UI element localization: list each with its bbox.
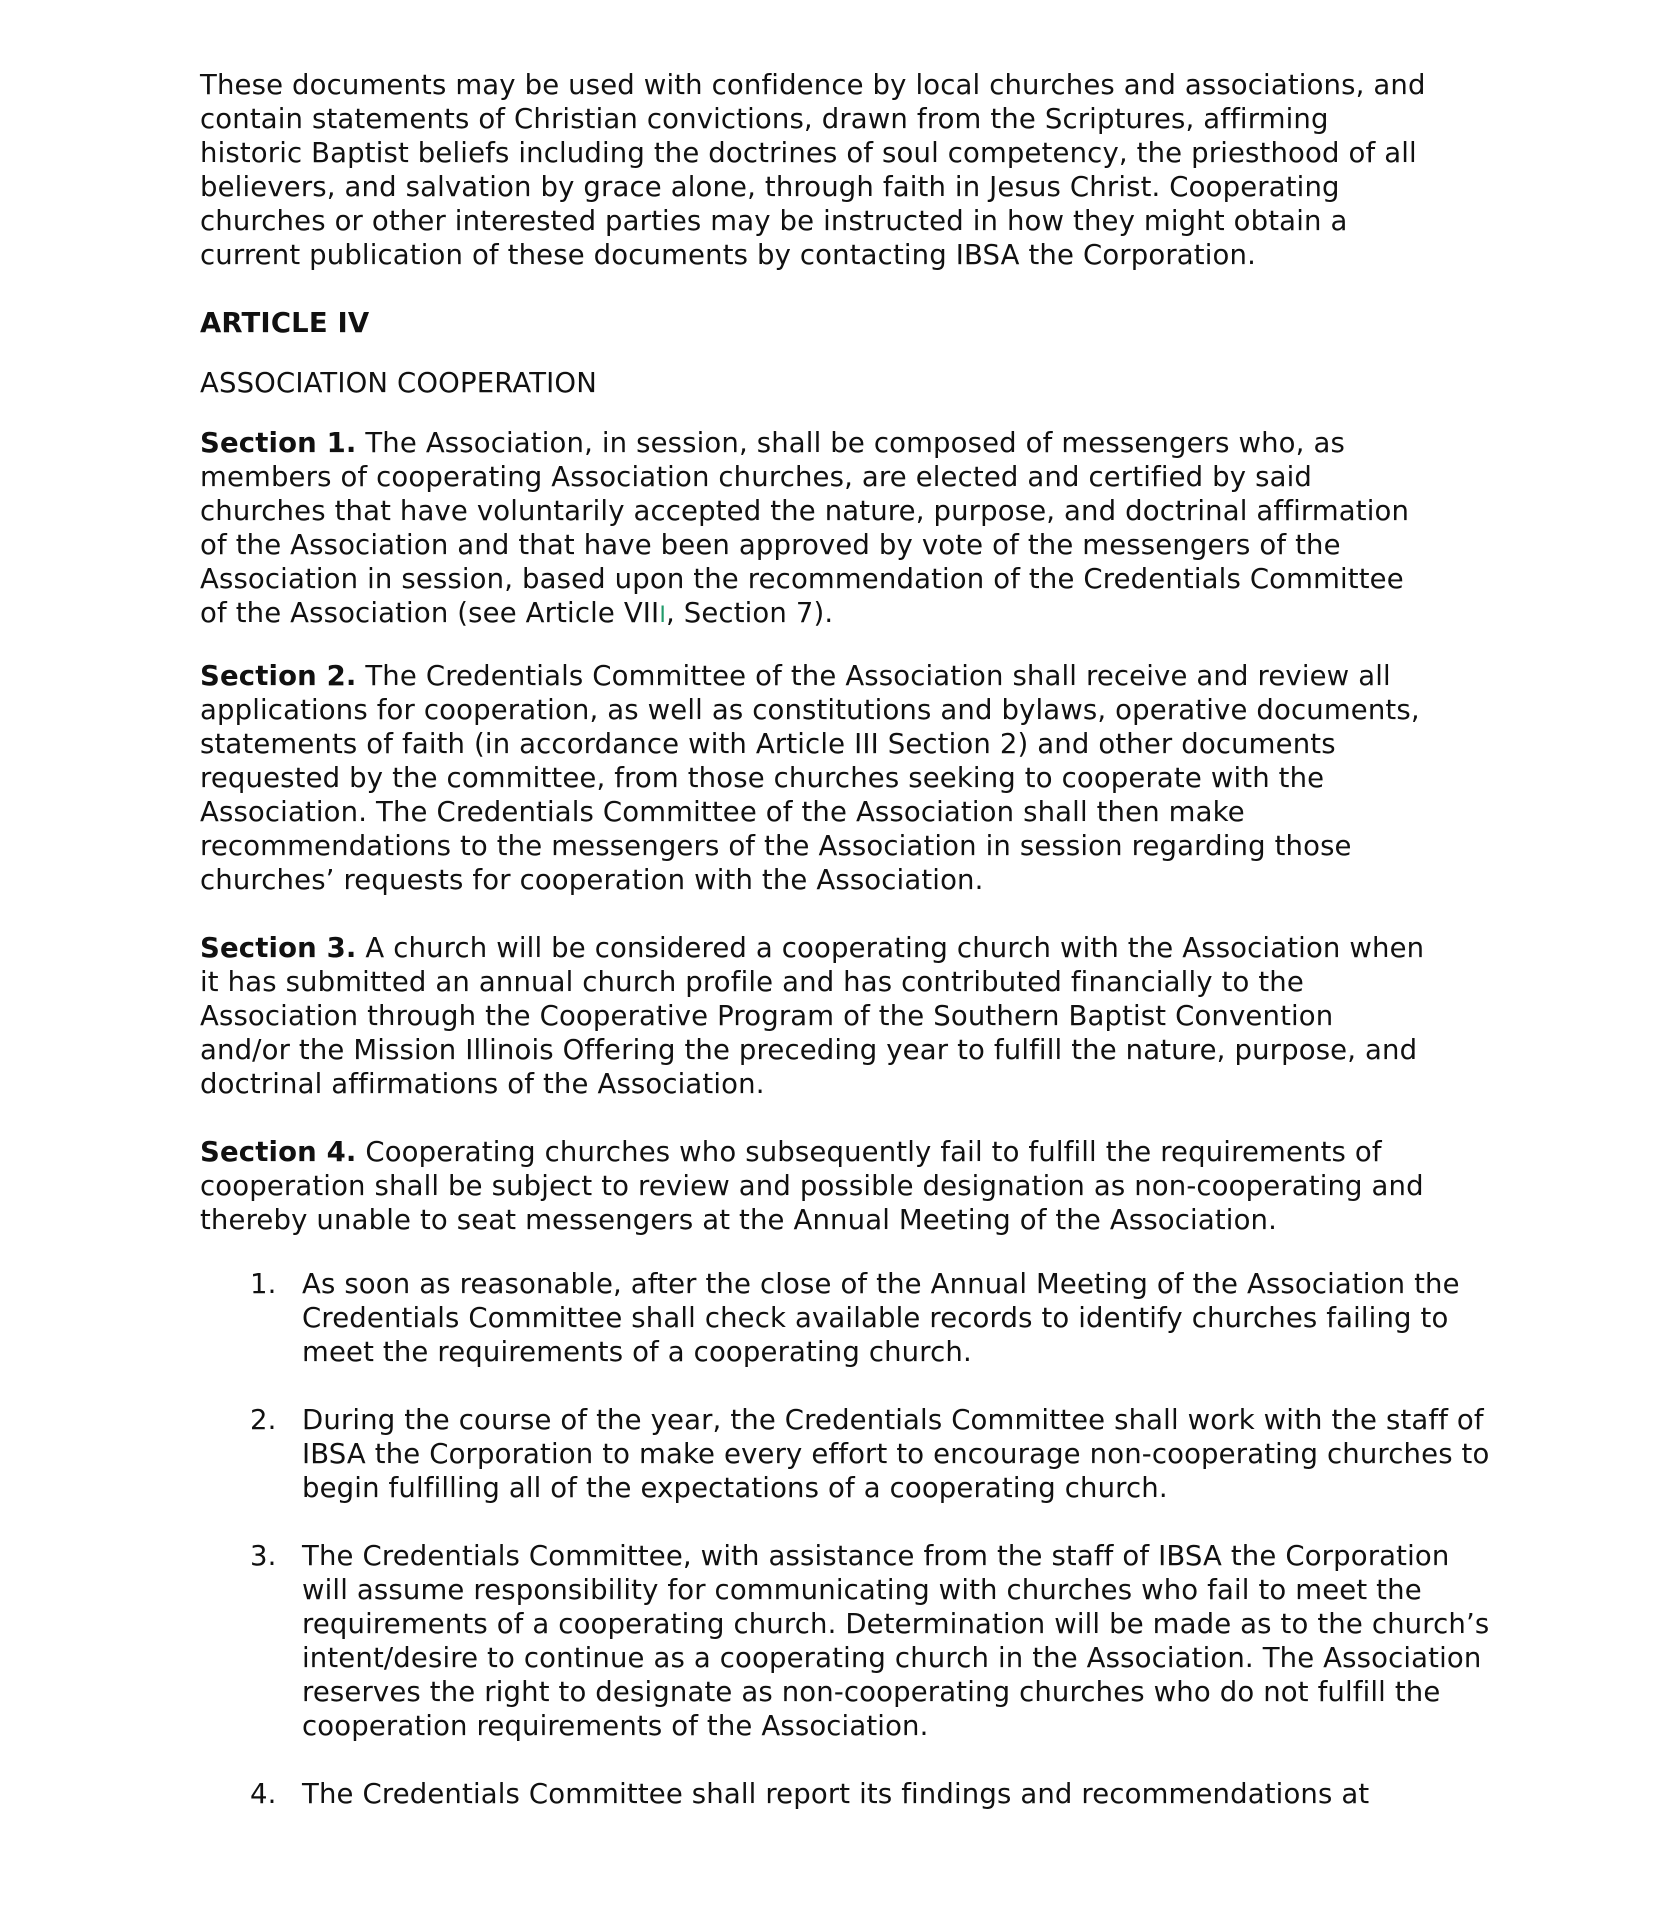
list-item [200,1403,1500,1505]
list-item-number: 2. [250,1404,277,1436]
article-title: ASSOCIATION COOPERATION [200,367,597,399]
section-2-label: Section 2. [200,660,357,692]
list-item-text: The Credentials Committee shall report its findings and recommendations at [302,1778,1370,1810]
list-item-text: The Credentials Committee, with assistance from the staff of IBSA the Corporation will assume responsibility for communicating with churches who fail to meet the requirements of a cooperating church. Determination will be made as to the church’s intent/desire to continue as a cooperating church in the Association. The Association reserves the right to designate as non-cooperating churches who do not fulfill the cooperation requirements of the Association. [302,1540,1490,1742]
section-4-text: Cooperating churches who subsequently fail to fulfill the requirements of cooperation shall be subject to review and possible designation as non-cooperating and thereby unable to seat messengers at the Annual Meeting of the Association. [200,1136,1424,1236]
list-item-text: During the course of the year, the Credentials Committee shall work with the staff of IBSA the Corporation to make every effort to encourage non-cooperating churches to begin fulfilling all of the expectations of a cooperating church. [302,1404,1490,1504]
list-item-number: 4. [250,1778,277,1810]
section-3-label: Section 3. [200,932,357,964]
intro-paragraph: These documents may be used with confidence by local churches and associations, and contain statements of Christian convictions, drawn from the Scriptures, affirming historic Baptist beliefs including the doctrines of soul competency, the priesthood of all believers, and salvation by grace alone, through faith in Jesus Christ. Cooperating churches or other interested parties may be instructed in how they might obtain a current publication of these documents by contacting IBSA the Corporation. [200,69,1426,271]
numbered-list [200,1267,1500,1811]
document-page [200,68,1500,1845]
section-4-label: Section 4. [200,1136,357,1168]
section-4-paragraph [200,1135,1430,1237]
revision-marker: I [659,603,666,628]
list-item-text: As soon as reasonable, after the close of the Annual Meeting of the Association the Credentials Committee shall check available records to identify churches failing to meet the requirements of a cooperating church. [302,1268,1460,1368]
list-item [200,1777,1500,1811]
list-item [200,1539,1500,1743]
section-2-paragraph [200,659,1430,897]
section-1-paragraph [200,426,1430,633]
section-2-text: The Credentials Committee of the Association shall receive and review all applications for cooperation, as well as constitutions and bylaws, operative documents, statements of faith (in accordance with Article III Section 2) and other documents requested by the committee, from those churches seeking to cooperate with the Association. The Credentials Committee of the Association shall then make recommendations to the messengers of the Association in session regarding those churches’ requests for cooperation with the Association. [200,660,1420,896]
article-heading: ARTICLE IV [200,307,370,339]
section-1-text: The Association, in session, shall be composed of messengers who, as members of cooperating Association churches, are elected and certified by said churches that have voluntarily accepted the nature, purpose, and doctrinal affirmation of the Association and that have been approved by vote of the messengers of the Association in session, based upon the recommendation of the Credentials Committee of the Association (see Article VII [200,427,1410,629]
list-item-number: 1. [250,1268,277,1300]
section-1-text-end: , Section 7). [665,597,834,629]
list-item-number: 3. [250,1540,277,1572]
section-3-paragraph [200,931,1430,1101]
section-1-label: Section 1. [200,427,357,459]
section-3-text: A church will be considered a cooperating church with the Association when it has submitted an annual church profile and has contributed financially to the Association through the Cooperative Program of the Southern Baptist Convention and/or the Mission Illinois Offering the preceding year to fulfill the nature, purpose, and doctrinal affirmations of the Association. [200,932,1425,1100]
list-item [200,1267,1500,1369]
